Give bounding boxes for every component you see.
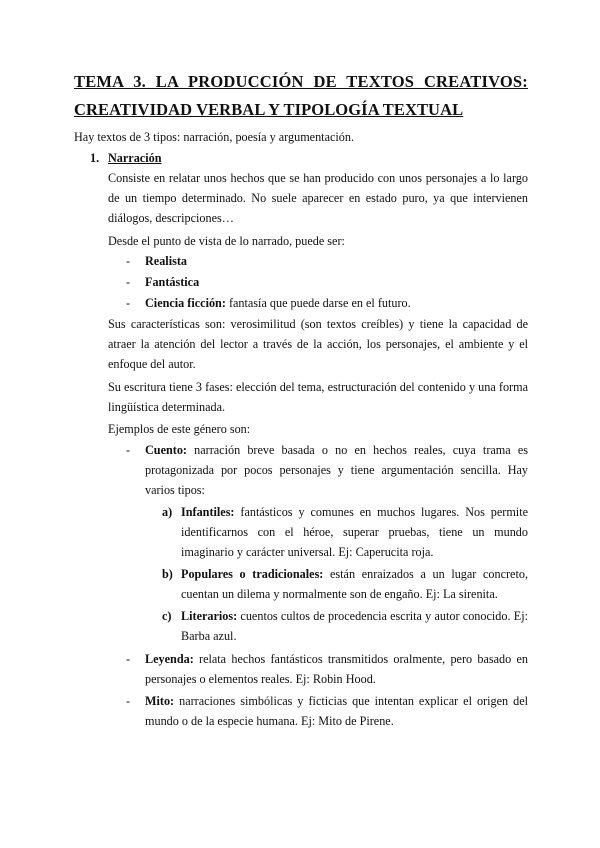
type-term: Realista bbox=[145, 254, 187, 268]
subtype-infantiles bbox=[181, 502, 528, 563]
section-number: 1. bbox=[90, 151, 100, 165]
list-item bbox=[145, 251, 187, 271]
bullet-dash: - bbox=[126, 254, 131, 268]
characteristics-text: Sus características son: verosimilitud (son textos creíbles) y tiene la capacidad de atraer la atención del lector a través de la acción, los personajes, el ambiente y el enfoque del autor. bbox=[108, 317, 528, 372]
subtype-term: Populares o tradicionales: bbox=[181, 567, 324, 581]
leyenda-item bbox=[145, 649, 528, 689]
narration-types-intro: Desde el punto de vista de lo narrado, puede ser: bbox=[108, 234, 345, 248]
subtype-text: están enraizados a un lugar concreto, cuentan un dilema y normalmente son de engaño. Ej: La sirenita. bbox=[181, 567, 528, 602]
mito-text: narraciones simbólicas y ficticias que intentan explicar el origen del mundo o de la especie humana. Ej: Mito de Pirene. bbox=[145, 694, 528, 729]
bullet-dash: - bbox=[126, 694, 131, 708]
mito-term: Mito: bbox=[145, 694, 175, 708]
subtype-marker-c: c) bbox=[162, 609, 172, 623]
list-item bbox=[145, 293, 411, 313]
narration-definition: Consiste en relatar unos hechos que se han producido con unos personajes a lo largo de un tiempo determinado. No suele aparecer en estado puro, ya que intervienen diálogos, descripciones… bbox=[108, 171, 528, 226]
title-line-1: TEMA 3. LA PRODUCCIÓN DE TEXTOS CREATIVOS: bbox=[74, 72, 528, 91]
leyenda-text: relata hechos fantásticos transmitidos oralmente, pero basado en personajes o elementos reales. Ej: Robin Hood. bbox=[145, 652, 528, 687]
writing-phases-text: Su escritura tiene 3 fases: elección del tema, estructuración del contenido y una forma lingüística determinada. bbox=[108, 380, 528, 415]
cuento-term: Cuento: bbox=[145, 443, 187, 457]
leyenda-term: Leyenda: bbox=[145, 652, 194, 666]
subtype-text: fantásticos y comunes en muchos lugares. Nos permite identificarnos con el héroe, superar pruebas, tiene un mundo imaginario y carácter universal. Ej: Caperucita roja. bbox=[181, 505, 528, 560]
section-heading: Narración bbox=[108, 151, 162, 165]
type-text: fantasía que puede darse en el futuro. bbox=[225, 296, 411, 310]
list-item bbox=[145, 272, 199, 292]
cuento-item bbox=[145, 440, 528, 501]
bullet-dash: - bbox=[126, 275, 131, 289]
title-line-2: CREATIVIDAD VERBAL Y TIPOLOGÍA TEXTUAL bbox=[74, 100, 464, 119]
bullet-dash: - bbox=[126, 443, 131, 457]
subtype-marker-a: a) bbox=[162, 505, 173, 519]
type-term: Fantástica bbox=[145, 275, 200, 289]
bullet-dash: - bbox=[126, 652, 131, 666]
mito-item bbox=[145, 691, 528, 731]
intro-text: Hay textos de 3 tipos: narración, poesía y argumentación. bbox=[74, 130, 355, 144]
subtype-term: Literarios: bbox=[181, 609, 238, 623]
examples-intro: Ejemplos de este género son: bbox=[108, 422, 251, 436]
subtype-marker-b: b) bbox=[162, 567, 173, 581]
subtype-populares bbox=[181, 564, 528, 604]
cuento-text: narración breve basada o no en hechos reales, cuya trama es protagonizada por pocos personajes y tiene argumentación sencilla. Hay varios tipos: bbox=[145, 443, 528, 498]
type-term: Ciencia ficción: bbox=[145, 296, 226, 310]
subtype-text: cuentos cultos de procedencia escrita y autor conocido. Ej: Barba azul. bbox=[181, 609, 528, 644]
subtype-term: Infantiles: bbox=[181, 505, 235, 519]
subtype-literarios bbox=[181, 606, 528, 646]
bullet-dash: - bbox=[126, 296, 131, 310]
